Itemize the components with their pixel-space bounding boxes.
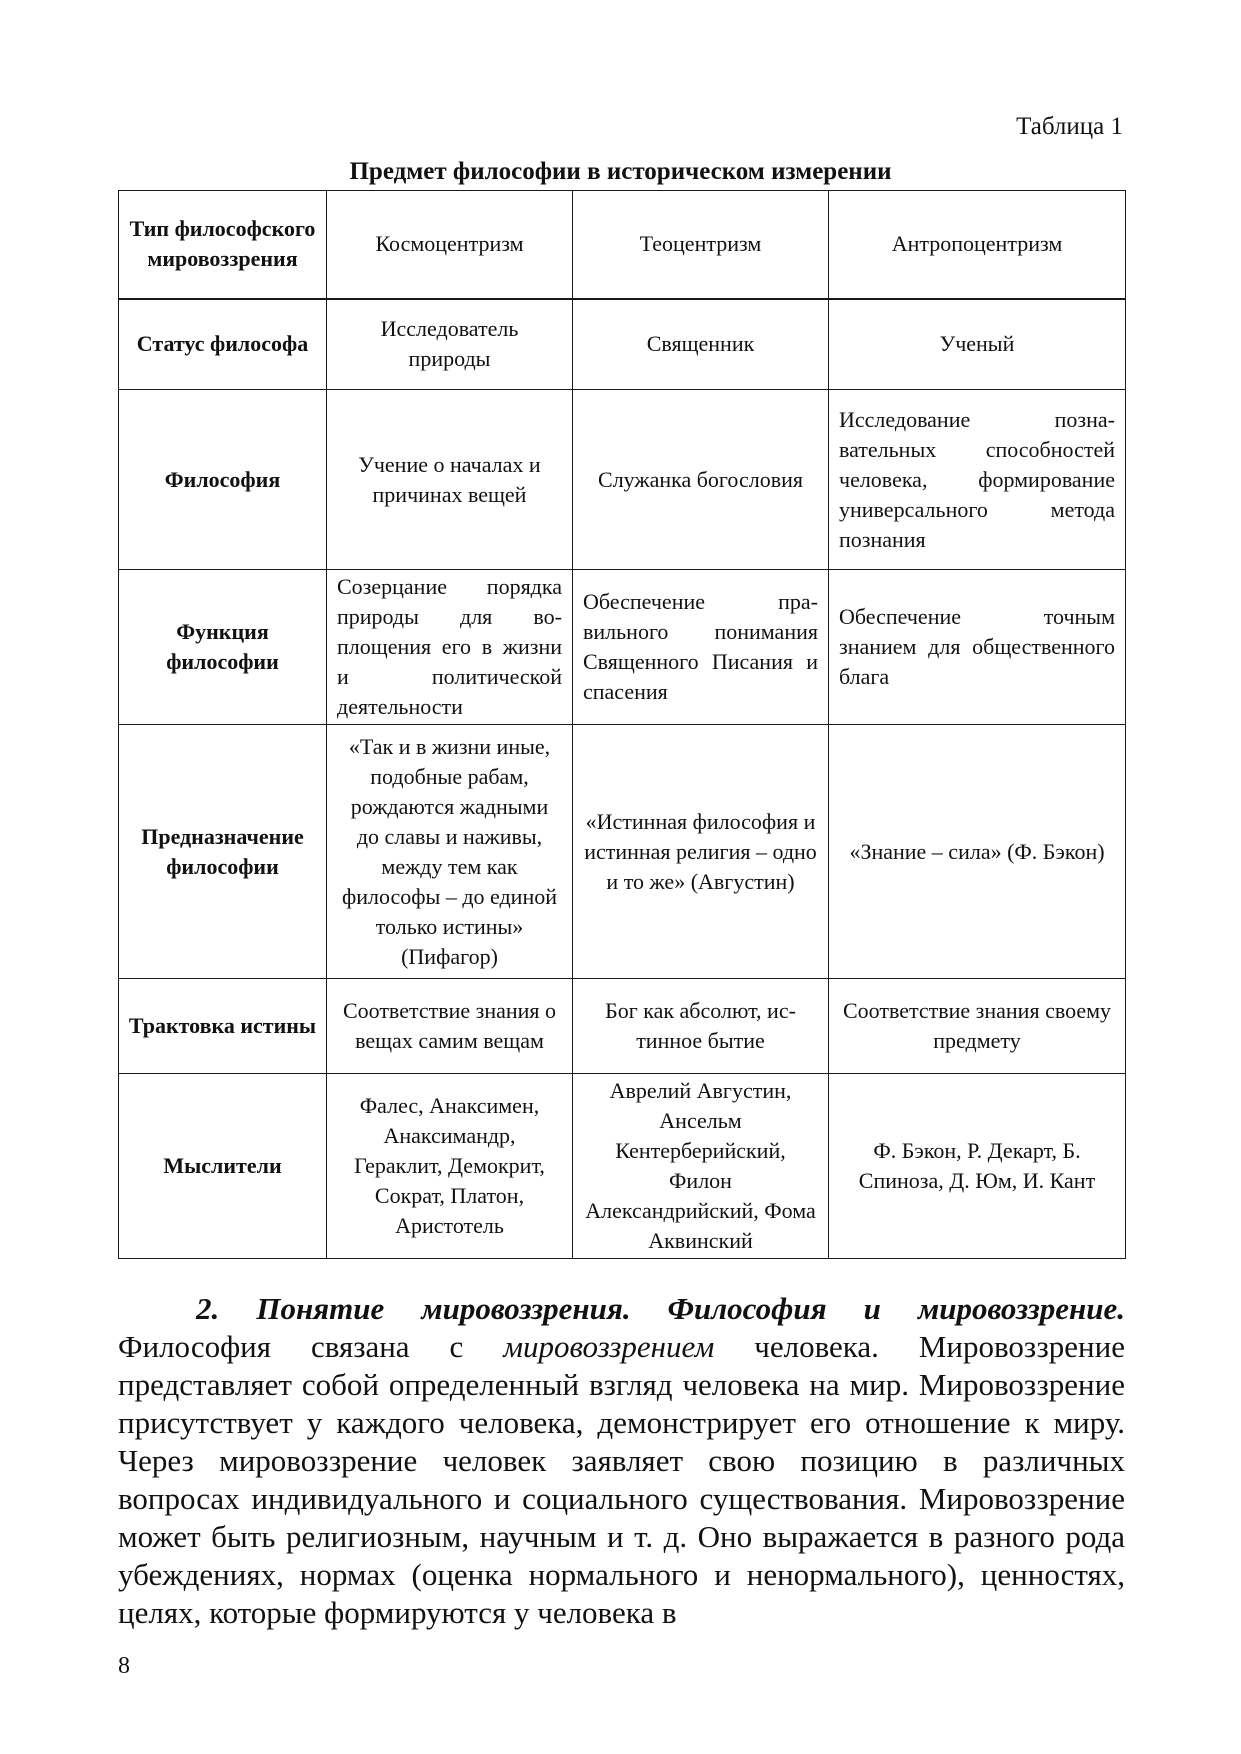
table-cell: «Истинная философия и истинная религия – одно и то же» (Августин): [573, 725, 829, 979]
header-anthropocentrism: Антропоцентризм: [829, 191, 1126, 299]
table-cell: Бог как абсолют, истинное бытие: [573, 979, 829, 1074]
table-label: Таблица 1: [1016, 113, 1123, 140]
table-cell: Созерцание порядка природы для воплощения его в жизни и политической деятельности: [327, 570, 573, 725]
table-cell: «Знание – сила» (Ф. Бэкон): [829, 725, 1126, 979]
section-heading: 2. Понятие мировоззрения. Философия и мировоззрение.: [196, 1291, 1125, 1326]
header-theocentrism: Теоцентризм: [573, 191, 829, 299]
header-cosmocentrism: Космоцентризм: [327, 191, 573, 299]
table-cell: Служанка богословия: [573, 390, 829, 570]
table-cell: Ф. Бэкон, Р. Декарт, Б. Спиноза, Д. Юм, И. Кант: [829, 1074, 1126, 1259]
row-label: Функция философии: [119, 570, 327, 725]
table-cell: Соответствие знания о вещах самим вещам: [327, 979, 573, 1074]
table-cell: Исследователь природы: [327, 299, 573, 390]
table-cell: Ученый: [829, 299, 1126, 390]
row-label: Трактовка истины: [119, 979, 327, 1074]
table-cell: Фалес, Анаксимен, Анаксимандр, Гераклит, Демокрит, Сократ, Платон, Аристотель: [327, 1074, 573, 1259]
table-title: Предмет философии в историческом измерении: [349, 158, 892, 185]
table-cell: Учение о началах и причинах вещей: [327, 390, 573, 570]
section-paragraph: [118, 1290, 1125, 1632]
paragraph-text: человека. Мировоззрение представляет собой определенный взгляд человека на мир. Мировоззрение присутствует у каждого человека, демонстрирует его отношение к миру. Через мировоззрение человек заявляет свою позицию в различных вопросах индивидуального и социального существования. Мировоззрение может быть религиозным, научным и т. д. Оно выражается в разного рода убеждениях, нормах (оценка нормального и ненормального), ценностях, целях, которые формируются у человека в: [118, 1329, 1125, 1630]
table-row-purpose: [119, 725, 1126, 979]
paragraph-text: Философия связана с: [118, 1329, 504, 1364]
table-cell: Исследование познавательных способностей человека, формирование универсального метода познания: [829, 390, 1126, 570]
page-number: 8: [118, 1653, 130, 1679]
table-header-row: [119, 191, 1126, 299]
table-cell: Священник: [573, 299, 829, 390]
table-cell: Обеспечение правильного понимания Священного Писания и спасения: [573, 570, 829, 725]
philosophy-table: [118, 190, 1126, 1259]
table-row-truth: [119, 979, 1126, 1074]
row-label: Мыслители: [119, 1074, 327, 1259]
table-cell: Обеспечение точным знанием для общественного блага: [829, 570, 1126, 725]
table-cell: «Так и в жизни иные, подобные рабам, рождаются жадными до славы и наживы, между тем как философы – до единой только истины» (Пифагор): [327, 725, 573, 979]
table-row-thinkers: [119, 1074, 1126, 1259]
table-row-function: [119, 570, 1126, 725]
table-row-philosophy: [119, 390, 1126, 570]
row-label: Статус философа: [119, 299, 327, 390]
table-cell: Аврелий Августин, Ансельм Кентерберийский, Филон Александрийский, Фома Аквинский: [573, 1074, 829, 1259]
header-row-label: Тип философского мировоззрения: [119, 191, 327, 299]
emphasis-term: мировоззрением: [503, 1329, 715, 1364]
row-label: Предназначение философии: [119, 725, 327, 979]
table-row-philosopher-status: [119, 299, 1126, 390]
table-cell: Соответствие знания своему предмету: [829, 979, 1126, 1074]
row-label: Философия: [119, 390, 327, 570]
